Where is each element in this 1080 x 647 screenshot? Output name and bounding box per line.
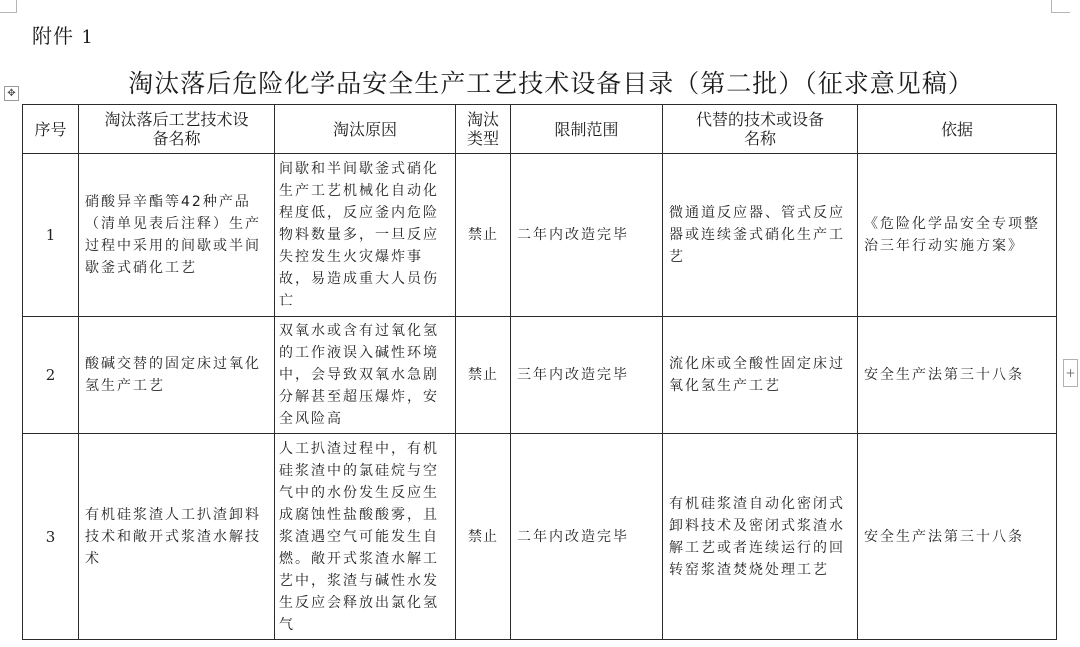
header-type: 淘汰类型	[456, 105, 511, 154]
header-scope: 限制范围	[511, 105, 663, 154]
header-index: 序号	[23, 105, 79, 154]
row-reason: 双氧水或含有过氧化氢的工作液误入碱性环境中，会导致双氧水急剧分解甚至超压爆炸，安全风险高	[275, 317, 456, 434]
catalog-table	[22, 104, 1057, 640]
page-corner-marker	[1051, 0, 1070, 13]
row-index: 3	[23, 434, 79, 640]
row-type: 禁止	[456, 317, 511, 434]
row-name: 硝酸异辛酯等42种产品（清单见表后注释）生产过程中采用的间歇或半间歇釜式硝化工艺	[79, 154, 275, 317]
header-reason: 淘汰原因	[275, 105, 456, 154]
row-basis: 安全生产法第三十八条	[858, 434, 1057, 640]
header-replacement: 代替的技术或设备名称	[663, 105, 858, 154]
document-title: 淘汰落后危险化学品安全生产工艺技术设备目录（第二批）（征求意见稿）	[128, 69, 974, 98]
row-scope: 二年内改造完毕	[511, 434, 663, 640]
header-name: 淘汰落后工艺技术设备名称	[79, 105, 275, 154]
row-replacement: 流化床或全酸性固定床过氧化氢生产工艺	[663, 317, 858, 434]
header-basis: 依据	[858, 105, 1057, 154]
row-index: 1	[23, 154, 79, 317]
attachment-text: 附件	[32, 24, 74, 48]
row-index: 2	[23, 317, 79, 434]
row-reason: 间歇和半间歇釜式硝化生产工艺机械化自动化程度低，反应釜内危险物料数量多，一旦反应失控发生火灾爆炸事故，易造成重大人员伤亡	[275, 154, 456, 317]
page-corner-marker	[0, 0, 17, 13]
table-move-icon[interactable]: ✥	[4, 86, 19, 101]
row-name: 有机硅浆渣人工扒渣卸料技术和敞开式浆渣水解技术	[79, 434, 275, 640]
row-name: 酸碱交替的固定床过氧化氢生产工艺	[79, 317, 275, 434]
row-scope: 三年内改造完毕	[511, 317, 663, 434]
row-basis: 安全生产法第三十八条	[858, 317, 1057, 434]
row-replacement: 微通道反应器、管式反应器或连续釜式硝化生产工艺	[663, 154, 858, 317]
row-basis: 《危险化学品安全专项整治三年行动实施方案》	[858, 154, 1057, 317]
row-type: 禁止	[456, 434, 511, 640]
table-row	[23, 434, 1057, 640]
table-header-row	[23, 105, 1057, 154]
attachment-label	[32, 20, 94, 49]
attachment-number: 1	[81, 27, 94, 48]
row-type: 禁止	[456, 154, 511, 317]
row-scope: 二年内改造完毕	[511, 154, 663, 317]
table-row	[23, 317, 1057, 434]
add-column-icon[interactable]: +	[1063, 359, 1078, 387]
row-reason: 人工扒渣过程中，有机硅浆渣中的氯硅烷与空气中的水份发生反应生成腐蚀性盐酸酸雾，且浆渣遇空气可能发生自燃。敞开式浆渣水解工艺中，浆渣与碱性水发生反应会释放出氯化氢气	[275, 434, 456, 640]
table-row	[23, 154, 1057, 317]
row-replacement: 有机硅浆渣自动化密闭式卸料技术及密闭式浆渣水解工艺或者连续运行的回转窑浆渣焚烧处理工艺	[663, 434, 858, 640]
